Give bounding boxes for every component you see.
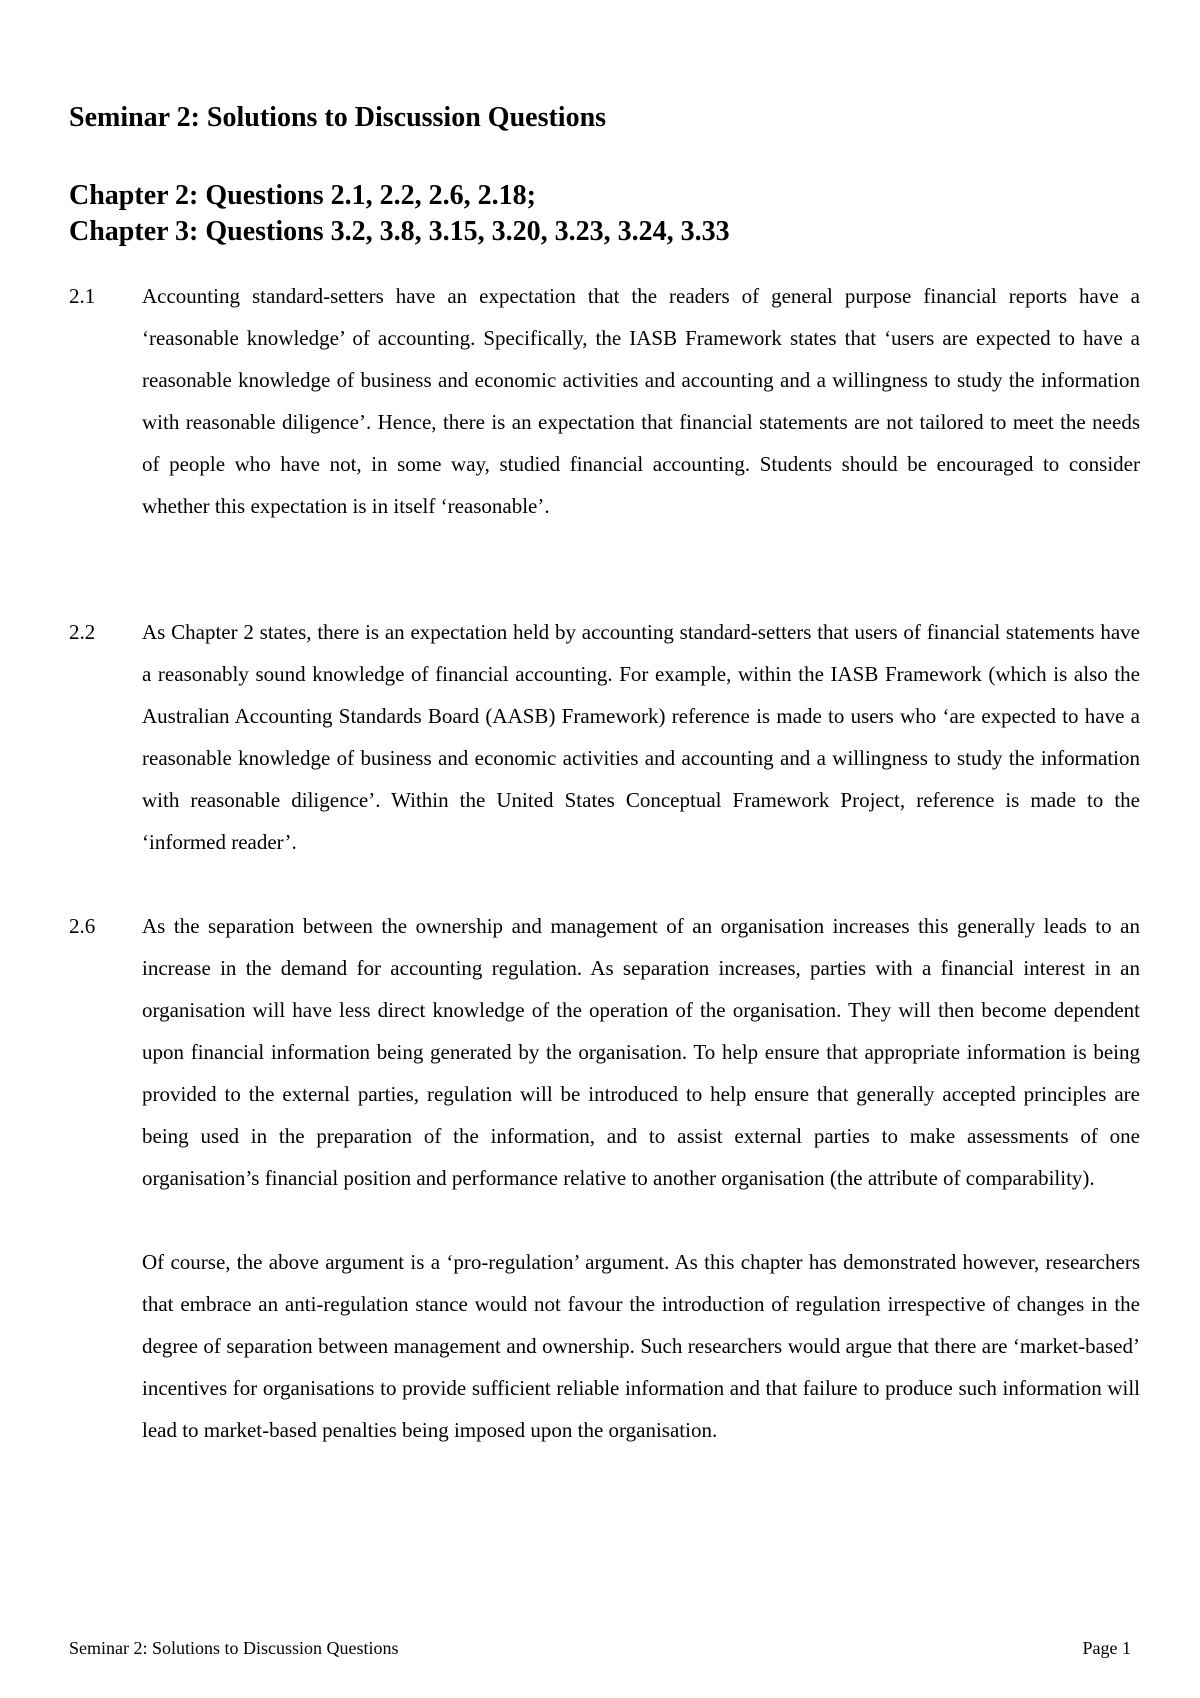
answer-body (142, 275, 1140, 527)
page-number: Page 1 (1082, 1638, 1131, 1658)
answer-number: 2.1 (69, 284, 96, 308)
answer-2-2 (69, 611, 1140, 863)
answer-paragraph: As Chapter 2 states, there is an expectation held by accounting standard-setters that users of financial statements have a reasonably sound knowledge of financial accounting. For example, within the IASB Framework (which is also the Australian Accounting Standards Board (AASB) Framework) reference is made to users who ‘are expected to have a reasonable knowledge of business and economic activities and accounting and a willingness to study the information with reasonable diligence’. Within the United States Conceptual Framework Project, reference is made to the ‘informed reader’. (142, 620, 1140, 854)
answer-body (142, 611, 1140, 863)
answer-number: 2.6 (69, 914, 96, 938)
answer-body (142, 905, 1140, 1451)
chapter-headings (69, 178, 730, 250)
answer-number: 2.2 (69, 620, 96, 644)
chapter-3-heading: Chapter 3: Questions 3.2, 3.8, 3.15, 3.20, 3.23, 3.24, 3.33 (69, 216, 730, 247)
answer-paragraph: As the separation between the ownership and management of an organisation increases this generally leads to an increase in the demand for accounting regulation. As separation increases, parties with a financial interest in an organisation will have less direct knowledge of the operation of the organisation. They will then become dependent upon financial information being generated by the organisation. To help ensure that appropriate information is being provided to the external parties, regulation will be introduced to help ensure that generally accepted principles are being used in the preparation of the information, and to assist external parties to make assessments of one organisation’s financial position and performance relative to another organisation (the attribute of comparability). (142, 914, 1140, 1190)
answer-paragraph: Of course, the above argument is a ‘pro-regulation’ argument. As this chapter has demonstrated however, researchers that embrace an anti-regulation stance would not favour the introduction of regulation irrespective of changes in the degree of separation between management and ownership. Such researchers would argue that there are ‘market-based’ incentives for organisations to provide sufficient reliable information and that failure to produce such information will lead to market-based penalties being imposed upon the organisation. (142, 1250, 1140, 1442)
answer-2-6 (69, 905, 1140, 1451)
answer-paragraph: Accounting standard-setters have an expectation that the readers of general purpose financial reports have a ‘reasonable knowledge’ of accounting. Specifically, the IASB Framework states that ‘users are expected to have a reasonable knowledge of business and economic activities and accounting and a willingness to study the information with reasonable diligence’. Hence, there is an expectation that financial statements are not tailored to meet the needs of people who have not, in some way, studied financial accounting. Students should be encouraged to consider whether this expectation is in itself ‘reasonable’. (142, 284, 1140, 518)
page-title: Seminar 2: Solutions to Discussion Questions (69, 102, 607, 133)
answer-2-1 (69, 275, 1140, 527)
chapter-2-heading: Chapter 2: Questions 2.1, 2.2, 2.6, 2.18; (69, 180, 536, 211)
footer-title: Seminar 2: Solutions to Discussion Questions (69, 1638, 399, 1658)
